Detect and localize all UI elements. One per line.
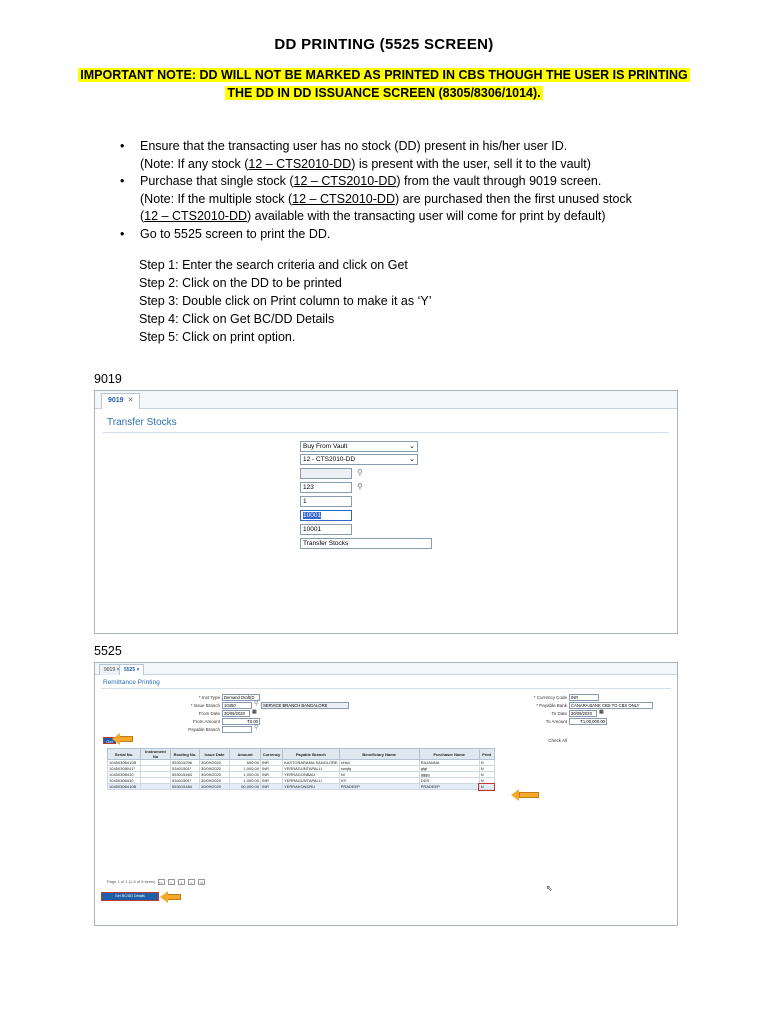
list-item — [120, 173, 680, 226]
bullet-text: Ensure that the transacting user has no stock (DD) present in his/her user ID. — [140, 139, 568, 153]
page-number[interactable]: 1 — [178, 879, 185, 885]
print-cell[interactable]: N — [479, 784, 494, 790]
screen-9019-screenshot — [94, 390, 678, 634]
transfer-option-select[interactable]: Buy From Vault ⌄ — [300, 441, 418, 452]
first-page-button[interactable]: |< — [159, 880, 163, 885]
list-item — [120, 226, 680, 244]
prev-page-button[interactable]: < — [168, 879, 175, 885]
issue-branch-name: SERVICE BRANCH BANGALORE — [261, 702, 349, 709]
bullet-note: (Note: If any stock (12 – CTS2010-DD) is present with the user, sell it to the vault) — [140, 156, 591, 171]
tab-bar — [95, 391, 677, 409]
table-row[interactable]: 10450308410B 553015296 30/09/2020 600.00 INR KASTORARAMA SANGLORE sHsh RAJANNA N — [108, 760, 495, 766]
calendar-icon[interactable]: ▦ — [599, 709, 604, 715]
next-page-button[interactable]: > — [188, 879, 195, 885]
page-title: Transfer Stocks — [107, 417, 177, 428]
arrow-icon — [119, 736, 133, 742]
tab-9019[interactable]: 9019 × — [99, 664, 124, 675]
chevron-down-icon: ⌄ — [409, 443, 415, 450]
remittance-table — [107, 748, 495, 790]
step-5: Step 5: Click on print option. — [139, 330, 296, 344]
narrative-field[interactable]: Transfer Stocks — [300, 538, 432, 549]
close-icon[interactable]: ✕ — [127, 397, 134, 404]
table-header-row: Serial No. Instrument No Routing No. Issue Date Amount Currency Payable Branch Beneficiary Name Purchaser Name Print — [108, 749, 495, 760]
last-page-button[interactable]: >| — [199, 880, 204, 885]
denomination-code-field[interactable] — [300, 468, 352, 479]
important-note — [0, 66, 768, 102]
arrow-icon — [167, 894, 181, 900]
to-date-field[interactable]: 30/09/2020 — [569, 710, 597, 717]
table-row[interactable]: 10450308410¸ 53401501¹ 30/09/2020 1,000.00 INR YERRAGUNTAPALLI VS DDS N — [108, 778, 495, 784]
quantity-field[interactable]: 1 — [300, 496, 352, 507]
from-amount-field[interactable]: ₹0.00 — [222, 718, 260, 725]
chevron-down-icon: ⌄ — [409, 456, 415, 463]
important-note-line-2: THE DD IN DD ISSUANCE SCREEN (8305/8306/1014). — [227, 86, 541, 100]
document-title: DD PRINTING (5525 SCREEN) — [274, 36, 494, 53]
table-row[interactable]: 10450308410B 553015484 30/09/2020 50,000.00 INR YERRAKONDRU PRADEEP PRADEEP N — [108, 784, 495, 790]
bullet-icon: • — [120, 226, 125, 241]
list-item — [120, 138, 680, 173]
bullet-note: (12 – CTS2010-DD) available with the transacting user will come for print by default) — [140, 209, 606, 223]
mouse-cursor-icon: ⇖ — [546, 884, 553, 893]
pagination: Page 1 of 1 (1-5 of 5 items) |< < 1 > >| — [107, 879, 204, 885]
table-row[interactable]: 10450308041¹ 53401501¹ 30/09/2020 1,000.00 INR YERRAGUNTAPALLI cwqfq gfgf N — [108, 766, 495, 772]
divider — [101, 688, 671, 689]
steps-list — [139, 256, 432, 346]
arrow-head-icon — [112, 733, 120, 745]
stock-code-select[interactable]: 12 - CTS2010-DD ⌄ — [300, 454, 418, 465]
search-icon[interactable]: ⚲ — [254, 725, 259, 731]
tab-bar — [95, 663, 677, 675]
screen-5525-label: 5525 — [94, 644, 122, 658]
page-title: Remittance Printing — [103, 679, 160, 686]
divider — [103, 432, 669, 433]
arrow-icon — [519, 792, 539, 798]
inst-type-select[interactable]: Demand Draft(D — [222, 694, 260, 701]
step-2: Step 2: Click on the DD to be printed — [139, 276, 342, 290]
tab-5525[interactable]: 5525 × — [119, 664, 144, 675]
end-no-field[interactable]: 10001 — [300, 524, 352, 535]
calendar-icon[interactable]: ▦ — [252, 709, 257, 715]
get-button[interactable]: Get — [103, 737, 116, 744]
screen-5525-screenshot: 9019 × 5525 × Remittance Printing * Inst Type Demand Draft(D * Issue Branch 10450 ⚲ SERVICE BRANCH BANGALORE From Date 30/09/2020 ▦ From Amount ₹0.00 Payable Branch ⚲ * Currency Code INR * Payable Bank CANARA BANK CBS TO CBS ONLY To Date 30/09/2020 ▦ To Amount ₹1,00,000.00 Check All Get Serial No. Instrument No Routing No. Issue Date Amount Currency Payable Branch Beneficiary Name Purchaser Name Print 10450308410B 553015296 30/09/2020 600.00 INR KASTORARAMA SANGLORE sHsh RAJANNA N 10450308041¹ 53401501¹ 30/09/2020 1,000.00 INR YERRAGUNTAPALLI cwqfq gfgf N 10450308410· 553015464 30/09/2020 1,000.00 INR YERRAGONBAU NI gggg N 10450308410¸ 53401501¹ 30/09/2020 1,000.00 INR YERRAGUNTAPALLI VS DDS N 10450308410B 553015484 30/09/2020 50,000.00 INR YERRAKONDRU PRADEEP PRADEEP N Page 1 of 1 (1-5 of 5 items) |< < 1 > >| ⇖ Get BC/DD Details — [94, 662, 678, 926]
step-1: Step 1: Enter the search criteria and click on Get — [139, 258, 408, 272]
get-bc-dd-details-button[interactable]: Get BC/DD Details — [101, 892, 159, 901]
arrow-head-icon — [511, 789, 519, 801]
instruction-list — [120, 138, 680, 243]
search-icon[interactable]: ⚲ — [254, 701, 259, 707]
check-all-label[interactable]: Check All — [548, 738, 567, 743]
step-4: Step 4: Click on Get BC/DD Details — [139, 312, 335, 326]
table-row[interactable]: 10450308410· 553015464 30/09/2020 1,000.00 INR YERRAGONBAU NI gggg N — [108, 772, 495, 778]
step-3: Step 3: Double click on Print column to make it as ‘Y’ — [139, 294, 432, 308]
tab-9019[interactable]: 9019 ✕ — [101, 393, 140, 409]
start-no-field[interactable]: 10001 — [300, 510, 352, 521]
bullet-text: Purchase that single stock (12 – CTS2010-DD) from the vault through 9019 screen. — [140, 174, 602, 188]
payable-branch-field[interactable] — [222, 726, 252, 733]
payable-bank-select[interactable]: CANARA BANK CBS TO CBS ONLY — [569, 702, 653, 709]
bullet-text: Go to 5525 screen to print the DD. — [140, 226, 331, 241]
bullet-icon: • — [120, 139, 125, 153]
to-amount-field[interactable]: ₹1,00,000.00 — [569, 718, 607, 725]
arrow-head-icon — [160, 891, 168, 903]
important-note-line-1: IMPORTANT NOTE: DD WILL NOT BE MARKED AS PRINTED IN CBS THOUGH THE USER IS PRINTING — [80, 68, 688, 82]
issue-branch-field[interactable]: 10450 — [222, 702, 252, 709]
search-icon[interactable]: ⚲ — [357, 482, 363, 491]
from-date-field[interactable]: 30/09/2020 — [222, 710, 250, 717]
series-no-field[interactable]: 123 — [300, 482, 352, 493]
bullet-icon: • — [120, 174, 125, 188]
bullet-note: (Note: If the multiple stock (12 – CTS2010-DD) are purchased then the first unused stock — [140, 191, 632, 206]
search-icon[interactable]: ⚲ — [357, 468, 363, 477]
screen-9019-label: 9019 — [94, 372, 122, 386]
currency-code-select[interactable]: INR — [569, 694, 599, 701]
